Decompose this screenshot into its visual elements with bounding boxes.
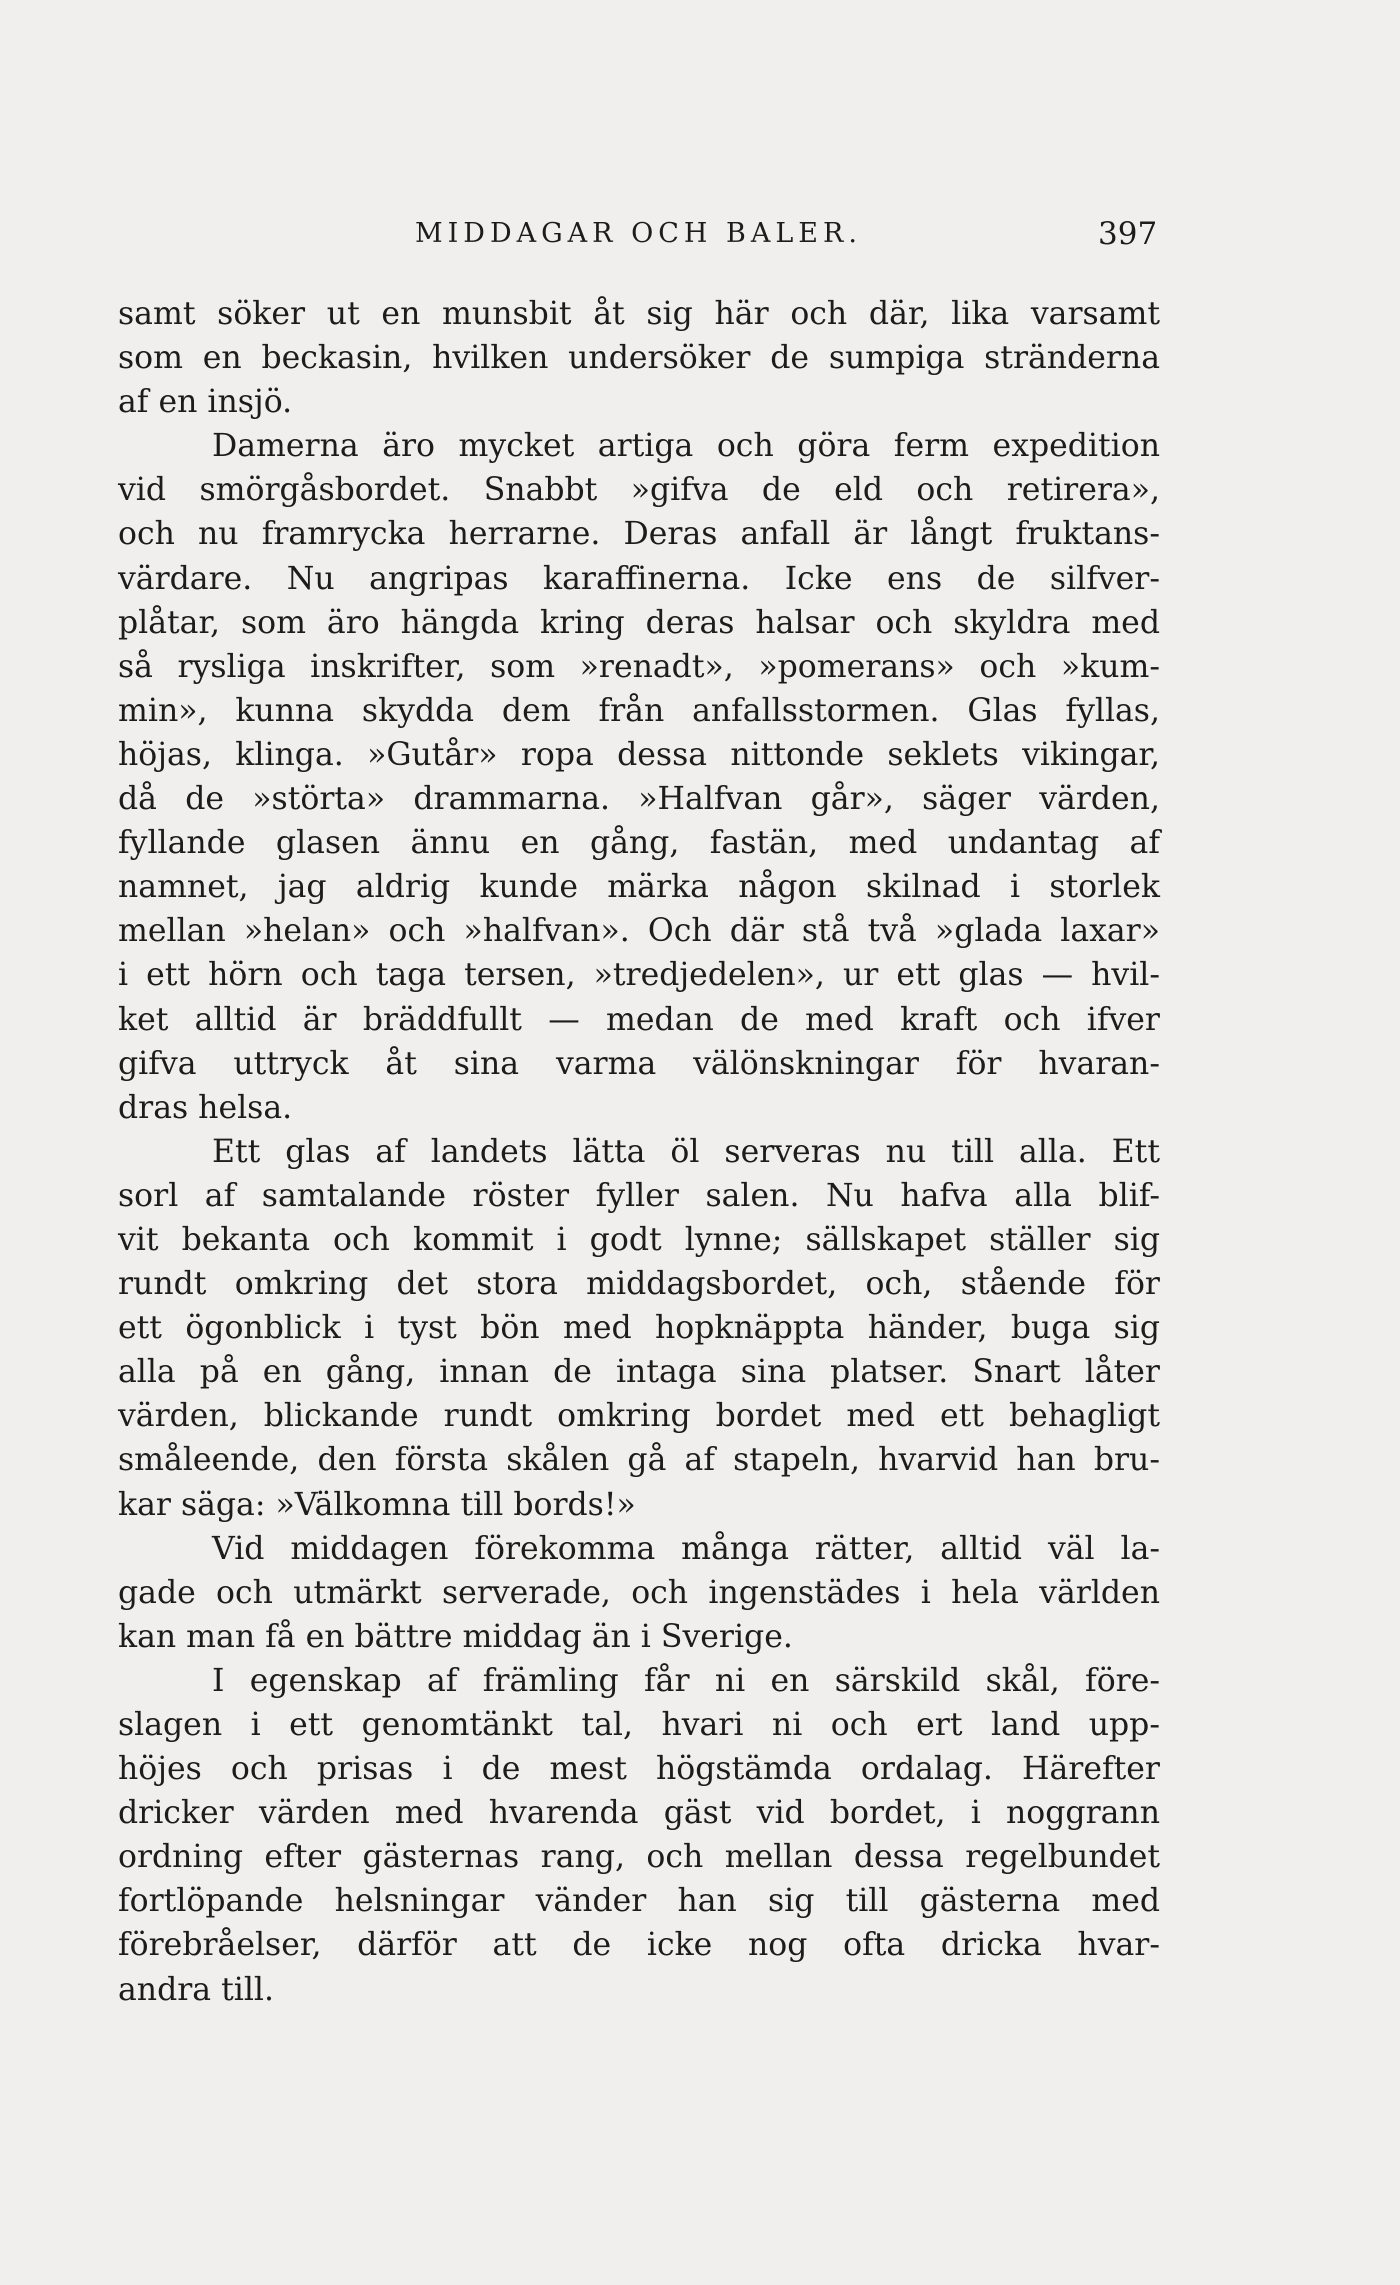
text-line: vid smörgåsbordet. Snabbt »gifva de eld och retirera», bbox=[118, 472, 1160, 509]
text-line: andra till. bbox=[118, 1971, 274, 2008]
text-line: och nu framrycka herrarne. Deras anfall är långt fruktans- bbox=[118, 516, 1160, 553]
text-line: vit bekanta och kommit i godt lynne; sällskapet ställer sig bbox=[118, 1221, 1160, 1258]
text-line: i ett hörn och taga tersen, »tredjedelen», ur ett glas — hvil- bbox=[118, 957, 1160, 994]
text-line: Ett glas af landets lätta öl serveras nu till alla. Ett bbox=[212, 1133, 1160, 1170]
text-line: samt söker ut en munsbit åt sig här och där, lika varsamt bbox=[118, 296, 1160, 332]
text-line: kan man få en bättre middag än i Sverige. bbox=[118, 1618, 793, 1655]
text-line: alla på en gång, innan de intaga sina platser. Snart låter bbox=[118, 1354, 1160, 1391]
text-line: Vid middagen förekomma många rätter, alltid väl la- bbox=[212, 1530, 1160, 1567]
text-line: småleende, den första skålen gå af stapeln, hvarvid han bru- bbox=[118, 1442, 1160, 1479]
text-line: fyllande glasen ännu en gång, fastän, med undantag af bbox=[118, 825, 1160, 862]
text-line: gifva uttryck åt sina varma välönskningar för hvaran- bbox=[118, 1045, 1160, 1082]
text-line: min», kunna skydda dem från anfallsstormen. Glas fyllas, bbox=[118, 692, 1160, 729]
text-line: kar säga: »Välkomna till bords!» bbox=[118, 1486, 636, 1523]
text-line: plåtar, som äro hängda kring deras halsar och skyldra med bbox=[118, 604, 1160, 641]
text-line: som en beckasin, hvilken undersöker de sumpiga stränderna bbox=[118, 340, 1160, 377]
page-number: 397 bbox=[1098, 216, 1158, 252]
text-line: ordning efter gästernas rang, och mellan dessa regelbundet bbox=[118, 1839, 1160, 1876]
text-line: namnet, jag aldrig kunde märka någon skilnad i storlek bbox=[118, 869, 1160, 906]
text-line: förebråelser, därför att de icke nog ofta dricka hvar- bbox=[118, 1927, 1160, 1964]
text-line: höjas, klinga. »Gutår» ropa dessa nittonde seklets vikingar, bbox=[118, 736, 1160, 773]
text-line: slagen i ett genomtänkt tal, hvari ni och ert land upp- bbox=[118, 1707, 1160, 1743]
text-line: I egenskap af främling får ni en särskild skål, före- bbox=[212, 1662, 1160, 1699]
text-line: Damerna äro mycket artiga och göra ferm expedition bbox=[212, 428, 1160, 465]
text-line: då de »störta» drammarna. »Halfvan går», säger värden, bbox=[118, 781, 1160, 818]
text-line: af en insjö. bbox=[118, 384, 293, 421]
text-line: fortlöpande helsningar vänder han sig till gästerna med bbox=[118, 1883, 1160, 1920]
text-line: rundt omkring det stora middagsbordet, och, stående för bbox=[118, 1266, 1160, 1303]
text-line: höjes och prisas i de mest högstämda ordalag. Härefter bbox=[118, 1751, 1160, 1788]
text-line: gade och utmärkt serverade, och ingenstädes i hela världen bbox=[118, 1574, 1160, 1611]
text-line: mellan »helan» och »halfvan». Och där stå två »glada laxar» bbox=[118, 913, 1160, 950]
text-line: sorl af samtalande röster fyller salen. Nu hafva alla blif- bbox=[118, 1177, 1160, 1214]
text-line: dricker värden med hvarenda gäst vid bordet, i noggrann bbox=[118, 1795, 1160, 1832]
body-text bbox=[118, 292, 1160, 2012]
text-line: värdare. Nu angripas karaffinerna. Icke ens de silfver- bbox=[118, 560, 1160, 597]
text-line: dras helsa. bbox=[118, 1089, 293, 1126]
text-line: så rysliga inskrifter, som »renadt», »pomerans» och »kum- bbox=[118, 648, 1160, 685]
running-title: MIDDAGAR OCH BALER. bbox=[415, 218, 862, 249]
text-line: ket alltid är bräddfullt — medan de med kraft och ifver bbox=[118, 1001, 1160, 1038]
text-line: värden, blickande rundt omkring bordet med ett behagligt bbox=[118, 1398, 1160, 1435]
text-line: ett ögonblick i tyst bön med hopknäppta händer, buga sig bbox=[118, 1310, 1160, 1347]
